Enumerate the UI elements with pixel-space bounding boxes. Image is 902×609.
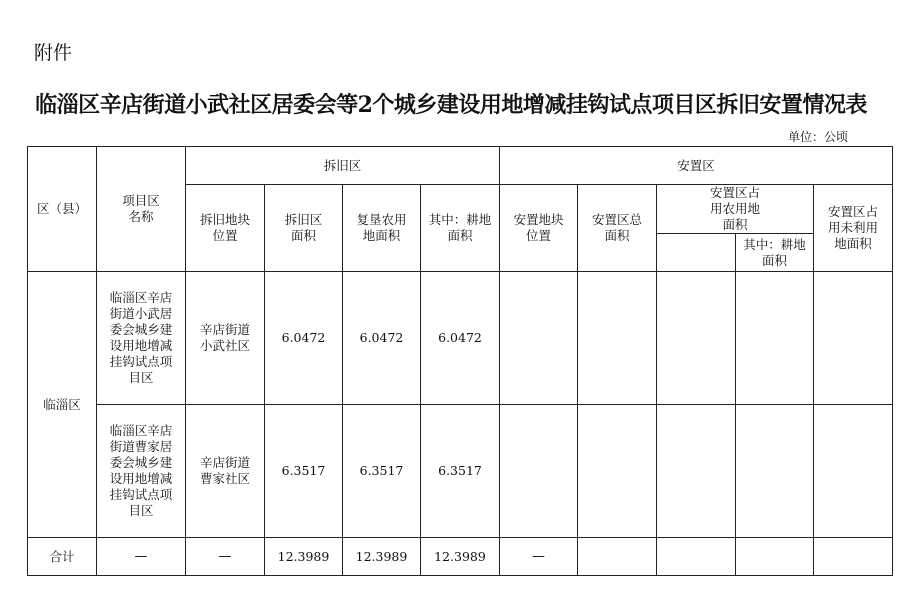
demolition-location-cell: 辛店街道 小武社区 — [186, 272, 265, 405]
total-row — [28, 538, 893, 576]
empty-cell — [736, 272, 814, 405]
header-of-which-arable: 其中：耕地 面积 — [421, 185, 500, 272]
header-reclaimed-farmland-area: 复垦农用 地面积 — [343, 185, 421, 272]
empty-cell — [814, 405, 893, 538]
header-resettlement-unused-land: 安置区占 用未利用 地面积 — [814, 185, 893, 272]
demolition-location-cell: 辛店街道 曹家社区 — [186, 405, 265, 538]
empty-cell — [500, 272, 578, 405]
total-resettlement-location-cell: — — [500, 538, 578, 576]
header-project-name: 项目区 名称 — [97, 147, 186, 272]
header-demolition-plot-location: 拆旧地块 位置 — [186, 185, 265, 272]
district-cell: 临淄区 — [28, 272, 97, 538]
table-row — [28, 272, 893, 405]
project-name-cell: 临淄区辛店 街道小武居 委会城乡建 设用地增减 挂钩试点项 目区 — [97, 272, 186, 405]
header-resettlement-area: 安置区 — [500, 147, 893, 185]
empty-cell — [814, 272, 893, 405]
empty-cell — [814, 538, 893, 576]
demolition-area-cell: 6.3517 — [265, 405, 343, 538]
table-row — [28, 405, 893, 538]
header-resettlement-total-area: 安置区总 面积 — [578, 185, 657, 272]
header-district: 区（县） — [28, 147, 97, 272]
empty-cell — [657, 405, 736, 538]
empty-cell — [736, 538, 814, 576]
header-spacer-cell — [657, 234, 736, 272]
demolition-area-cell: 6.0472 — [265, 272, 343, 405]
page-title: 临淄区辛店街道小武社区居委会等2个城乡建设用地增减挂钩试点项目区拆旧安置情况表 — [35, 92, 867, 118]
project-name-cell: 临淄区辛店 街道曹家居 委会城乡建 设用地增减 挂钩试点项 目区 — [97, 405, 186, 538]
empty-cell — [578, 272, 657, 405]
empty-cell — [578, 538, 657, 576]
total-demolition-area-cell: 12.3989 — [265, 538, 343, 576]
reclaimed-farmland-cell: 6.0472 — [343, 272, 421, 405]
total-location-cell: — — [186, 538, 265, 576]
empty-cell — [578, 405, 657, 538]
total-arable-cell: 12.3989 — [421, 538, 500, 576]
header-resettlement-plot-location: 安置地块 位置 — [500, 185, 578, 272]
resettlement-table — [27, 146, 893, 576]
total-project-cell: — — [97, 538, 186, 576]
empty-cell — [736, 405, 814, 538]
reclaimed-farmland-cell: 6.3517 — [343, 405, 421, 538]
total-reclaimed-farmland-cell: 12.3989 — [343, 538, 421, 576]
header-demolition-area: 拆旧区 — [186, 147, 500, 185]
unit-label: 单位：公顷 — [788, 130, 849, 144]
empty-cell — [500, 405, 578, 538]
empty-cell — [657, 538, 736, 576]
header-demolition-area-size: 拆旧区 面积 — [265, 185, 343, 272]
header-resettlement-farmland-occupied: 安置区占 用农用地 面积 — [657, 185, 814, 234]
arable-cell: 6.0472 — [421, 272, 500, 405]
header-row-1 — [28, 147, 893, 185]
annex-label: 附件 — [34, 42, 73, 64]
header-resettlement-of-which-arable: 其中：耕地 面积 — [736, 234, 814, 272]
total-label-cell: 合计 — [28, 538, 97, 576]
empty-cell — [657, 272, 736, 405]
arable-cell: 6.3517 — [421, 405, 500, 538]
